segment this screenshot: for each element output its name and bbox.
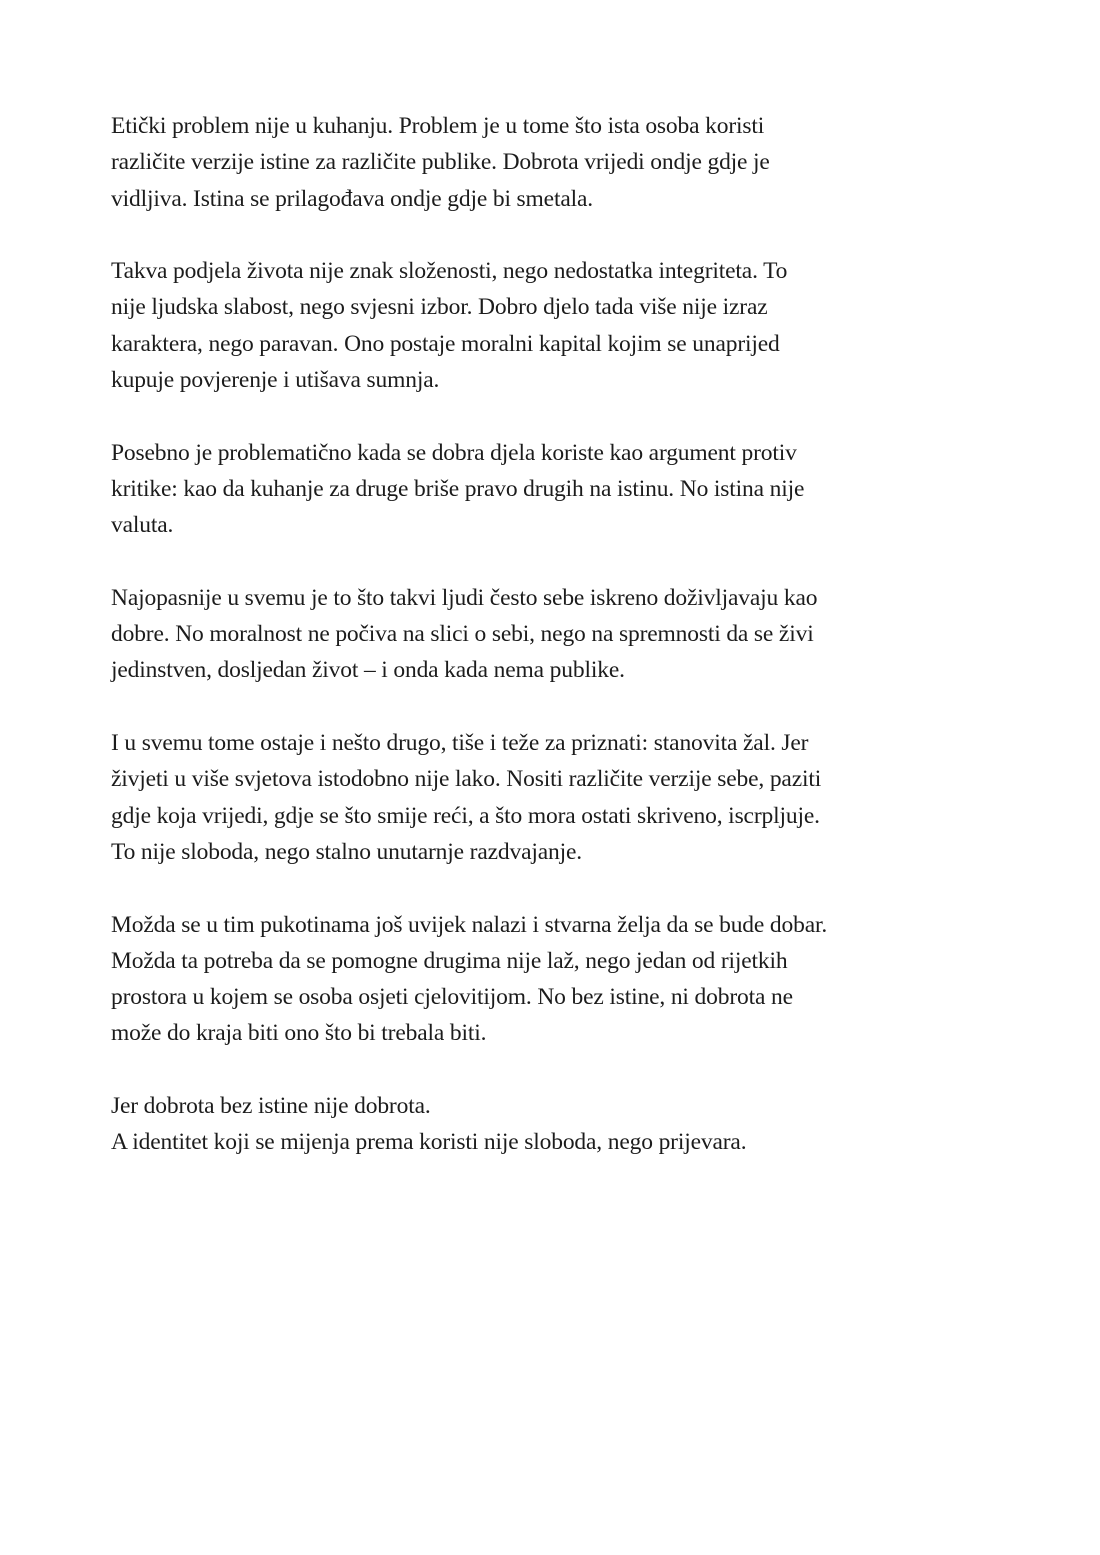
text-line: karaktera, nego paravan. Ono postaje moralni kapital kojim se unaprijed (111, 330, 780, 357)
text-line: gdje koja vrijedi, gdje se što smije reći, a što mora ostati skriveno, iscrpljuje. (111, 802, 820, 829)
text-line: To nije sloboda, nego stalno unutarnje razdvajanje. (111, 838, 583, 865)
text-line: prostora u kojem se osoba osjeti cjelovitijom. No bez istine, ni dobrota ne (111, 984, 793, 1011)
text-line: Etički problem nije u kuhanju. Problem je u tome što ista osoba koristi (111, 113, 765, 139)
paragraph-2 (111, 253, 1031, 398)
paragraph-6 (111, 907, 1031, 1052)
text-line: Najopasnije u svemu je to što takvi ljudi često sebe iskreno doživljavaju kao (111, 584, 818, 611)
text-line: Posebno je problematično kada se dobra djela koriste kao argument protiv (111, 439, 797, 466)
text-line: jedinstven, dosljedan život – i onda kada nema publike. (111, 657, 625, 684)
text-line: valuta. (111, 512, 174, 539)
paragraph-4 (111, 580, 1031, 689)
text-line: živjeti u više svjetova istodobno nije lako. Nositi različite verzije sebe, paziti (111, 766, 822, 793)
text-line: A identitet koji se mijenja prema koristi nije sloboda, nego prijevara. (111, 1129, 747, 1156)
text-line: različite verzije istine za različite publike. Dobrota vrijedi ondje gdje je (111, 149, 770, 176)
text-line: Takva podjela života nije znak složenosti, nego nedostatka integriteta. To (111, 258, 788, 285)
document-page (111, 108, 1031, 1197)
paragraph-1 (111, 108, 1031, 217)
text-line: može do kraja biti ono što bi trebala biti. (111, 1020, 487, 1047)
text-line: dobre. No moralnost ne počiva na slici o sebi, nego na spremnosti da se živi (111, 621, 814, 648)
text-line: kritike: kao da kuhanje za druge briše pravo drugih na istinu. No istina nije (111, 475, 805, 502)
text-line: Jer dobrota bez istine nije dobrota. (111, 1093, 431, 1120)
text-line: nije ljudska slabost, nego svjesni izbor. Dobro djelo tada više nije izraz (111, 294, 768, 321)
paragraph-7 (111, 1088, 1031, 1161)
text-line: Možda ta potreba da se pomogne drugima nije laž, nego jedan od rijetkih (111, 947, 788, 974)
paragraph-3 (111, 435, 1031, 544)
text-line: Možda se u tim pukotinama još uvijek nalazi i stvarna želja da se bude dobar. (111, 911, 828, 938)
text-line: I u svemu tome ostaje i nešto drugo, tiše i teže za priznati: stanovita žal. Jer (111, 730, 809, 757)
paragraph-5 (111, 725, 1031, 870)
text-line: vidljiva. Istina se prilagođava ondje gdje bi smetala. (111, 185, 594, 212)
text-line: kupuje povjerenje i utišava sumnja. (111, 367, 440, 394)
